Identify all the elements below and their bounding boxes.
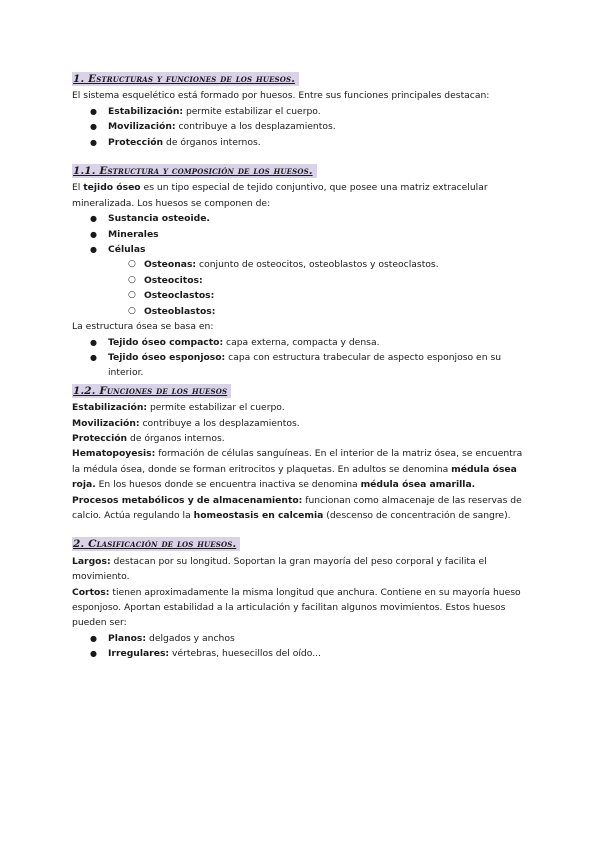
circle-bullet-icon: ○ xyxy=(128,274,136,285)
list-item: ● Movilización: contribuye a los desplazamientos. xyxy=(72,119,528,134)
circle-bullet-icon: ○ xyxy=(128,259,136,270)
list-item: ● Tejido óseo compacto: capa externa, compacta y densa. xyxy=(72,335,528,350)
bullet-icon: ● xyxy=(90,122,97,132)
section-1-1-heading: 1.1. Estructura y composición de los huesos. xyxy=(72,164,317,178)
list-item: ○ Osteonas: conjunto de osteocitos, osteoblastos y osteoclastos. xyxy=(72,257,528,272)
list-item: ● Células xyxy=(72,242,528,257)
function-procesos-metabolicos: Procesos metabólicos y de almacenamiento: funcionan como almacenaje de las reservas de calcio. Actúa regulando la homeostasis en calcemia (descenso de concentración de sangre). xyxy=(72,494,522,521)
bullet-icon: ● xyxy=(90,649,97,659)
bullet-icon: ● xyxy=(90,337,97,347)
bullet-icon: ● xyxy=(90,245,97,255)
list-item: ● Sustancia osteoide. xyxy=(72,211,528,226)
list-item: ● Irregulares: vértebras, huesecillos del oído... xyxy=(72,646,528,661)
list-item: ● Planos: delgados y anchos xyxy=(72,631,528,646)
function-movilizacion: Movilización: contribuye a los desplazamientos. xyxy=(72,417,300,429)
bullet-icon: ● xyxy=(90,352,97,362)
bone-structure-intro: La estructura ósea se basa en: xyxy=(72,321,214,333)
list-item: ● Tejido óseo esponjoso: capa con estructura trabecular de aspecto esponjoso en su interior. xyxy=(90,351,502,379)
function-proteccion: Protección de órganos internos. xyxy=(72,432,225,444)
circle-bullet-icon: ○ xyxy=(128,290,136,301)
list-item: ● Protección de órganos internos. xyxy=(72,135,528,150)
section-1-1-paragraph: El tejido óseo es un tipo especial de tejido conjuntivo, que posee una matriz extracelular mineralizada. Los huesos se componen de: xyxy=(72,182,488,209)
list-item: ○ Osteoclastos: xyxy=(72,288,528,303)
list-item: ○ Osteocitos: xyxy=(72,273,528,288)
section-1-2-heading: 1.2. Funciones de los huesos xyxy=(72,384,231,398)
list-item: ○ Osteoblastos: xyxy=(72,304,528,319)
cell-types-list xyxy=(72,257,528,319)
bullet-icon: ● xyxy=(90,214,97,224)
document-body xyxy=(72,72,528,662)
bullet-icon: ● xyxy=(90,106,97,116)
bone-type-largos: Largos: destacan por su longitud. Soportan la gran mayoría del peso corporal y facilita el movimiento. xyxy=(72,555,487,583)
bone-type-cortos: Cortos: tienen aproximadamente la misma longitud que anchura. Contiene en su mayoría hueso esponjoso. Aportan estabilidad a la articulación y facilitan algunos movimientos. Estos huesos pueden ser: xyxy=(72,586,521,629)
section-1-heading: 1. Estructuras y funciones de los huesos. xyxy=(72,72,299,86)
tissue-list xyxy=(72,335,528,381)
short-bone-subtypes-list xyxy=(72,631,528,662)
bullet-icon: ● xyxy=(90,229,97,239)
section-1-intro: El sistema esquelético está formado por huesos. Entre sus funciones principales destacan: xyxy=(72,90,490,102)
function-hematopoyesis: Hematopoyesis: formación de células sanguíneas. En el interior de la matriz ósea, se encuentra la médula ósea, donde se forman eritrocitos y plaquetas. En adultos se denomina médula ósea roja. En los huesos donde se encuentra inactiva se denomina médula ósea amarilla. xyxy=(72,448,523,491)
list-item: ● Minerales xyxy=(72,227,528,242)
list-item: ● Estabilización: permite estabilizar el cuerpo. xyxy=(72,104,528,119)
bullet-icon: ● xyxy=(90,633,97,643)
section-2-heading: 2. Clasificación de los huesos. xyxy=(72,537,240,551)
circle-bullet-icon: ○ xyxy=(128,305,136,316)
section-1-function-list xyxy=(72,104,528,150)
composition-list xyxy=(72,211,528,257)
function-estabilizacion: Estabilización: permite estabilizar el cuerpo. xyxy=(72,402,285,414)
bullet-icon: ● xyxy=(90,137,97,147)
